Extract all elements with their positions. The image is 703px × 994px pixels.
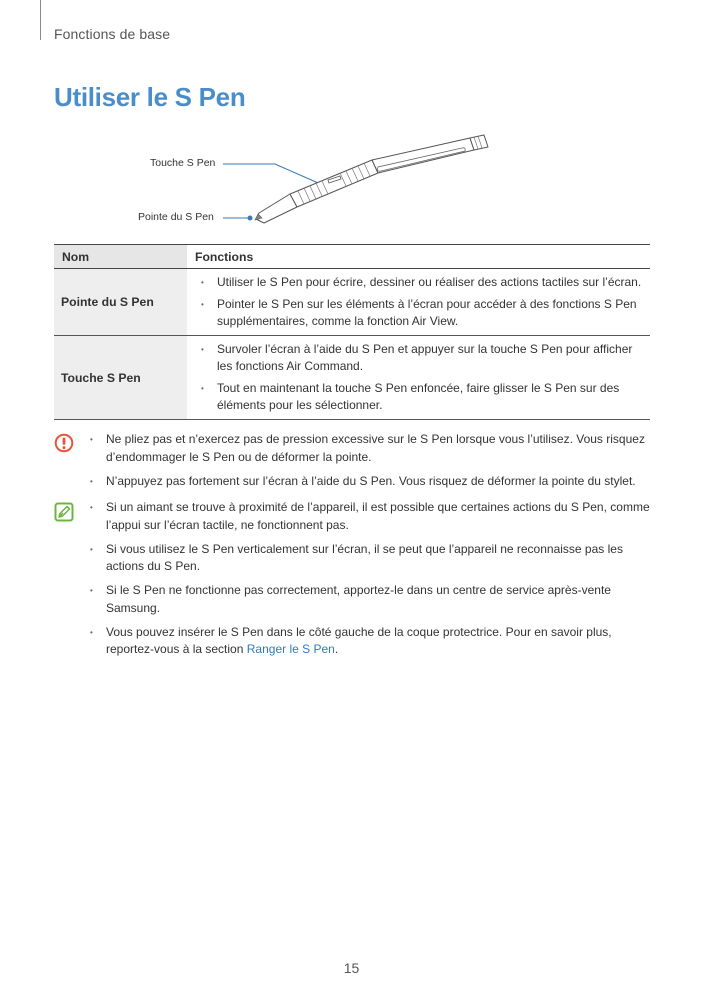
function-item: • Utiliser le S Pen pour écrire, dessiner ou réaliser des actions tactiles sur l’écran.: [199, 274, 646, 291]
s-pen-parts-table: [54, 244, 650, 420]
note-block: [54, 499, 654, 665]
page-number: 15: [343, 960, 360, 976]
note-pencil-icon: [54, 502, 74, 522]
caution-exclamation-icon: [54, 433, 74, 453]
note-item: [90, 624, 654, 659]
note-text: Vous pouvez insérer le S Pen dans le côté gauche de la coque protectrice. Pour en savoir plus, reportez-vous à la section: [106, 624, 612, 656]
note-text: .: [334, 642, 339, 656]
part-name: Pointe du S Pen: [54, 269, 187, 336]
s-pen-illustration: [0, 130, 703, 235]
note-item: • Si le S Pen ne fonctionne pas correctement, apportez-le dans un centre de service après-vente Samsung.: [90, 582, 654, 617]
column-header-name: Nom: [54, 245, 187, 269]
table-row: [54, 336, 650, 420]
ranger-le-s-pen-link[interactable]: Ranger le S Pen: [246, 642, 335, 656]
page-title: Utiliser le S Pen: [54, 82, 246, 112]
table-header-row: [54, 245, 650, 269]
caution-item: • Ne pliez pas et n’exercez pas de pression excessive sur le S Pen lorsque vous l’utilisez. Vous risquez d’endommager le S Pen ou de déformer la pointe.: [90, 431, 654, 466]
function-item: • Survoler l’écran à l’aide du S Pen et appuyer sur la touche S Pen pour afficher les fonctions Air Command.: [199, 341, 646, 375]
caution-block: [54, 431, 654, 497]
section-label: Fonctions de base: [54, 26, 171, 42]
function-list: [199, 274, 646, 330]
table-row: [54, 269, 650, 336]
header-divider: [40, 0, 41, 40]
note-list: [90, 499, 654, 659]
s-pen-drawing-icon: [0, 130, 703, 235]
function-item: • Tout en maintenant la touche S Pen enfoncée, faire glisser le S Pen sur des éléments pour les sélectionner.: [199, 380, 646, 414]
caution-list: [90, 431, 654, 490]
caution-item: • N’appuyez pas fortement sur l’écran à l’aide du S Pen. Vous risquez de déformer la pointe du stylet.: [90, 473, 654, 491]
label-s-pen-tip: Pointe du S Pen: [138, 211, 214, 223]
column-header-functions: Fonctions: [195, 250, 254, 264]
part-name: Touche S Pen: [54, 336, 187, 420]
label-s-pen-button: Touche S Pen: [150, 157, 216, 169]
function-list: [199, 341, 646, 414]
note-item: • Si vous utilisez le S Pen verticalement sur l’écran, il se peut que l’appareil ne reconnaisse pas les actions du S Pen.: [90, 541, 654, 576]
function-item: • Pointer le S Pen sur les éléments à l’écran pour accéder à des fonctions S Pen supplémentaires, comme la fonction Air View.: [199, 296, 646, 330]
note-item: • Si un aimant se trouve à proximité de l’appareil, il est possible que certaines actions du S Pen, comme l’appui sur l’écran tactile, ne fonctionnent pas.: [90, 499, 654, 534]
